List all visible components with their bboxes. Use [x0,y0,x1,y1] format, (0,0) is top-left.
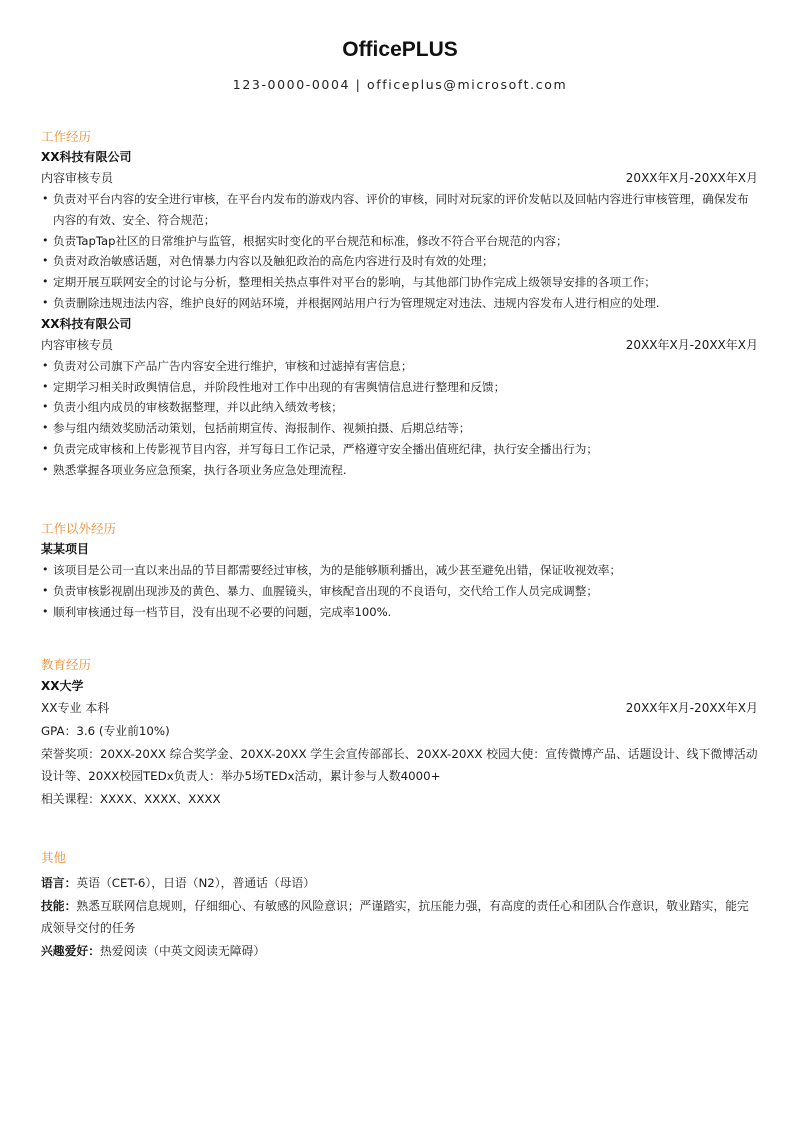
bullet-item: • 该项目是公司一直以来出品的节目都需要经过审核，为的是能够顺利播出，减少甚至避免出错，保证收视效率； [41,560,758,581]
section-title-work: 工作经历 [41,129,92,144]
job-position-row [41,335,758,356]
section-title-education: 教育经历 [41,657,92,672]
bullet-item: • 定期学习相关时政舆情信息，并阶段性地对工作中出现的有害舆情信息进行整理和反馈； [41,377,758,398]
bullet-item: • 参与组内绩效奖励活动策划，包括前期宣传、海报制作、视频拍摄、后期总结等； [41,418,758,439]
project-name: 某某项目 [41,542,90,556]
bullet-item: • 定期开展互联网安全的讨论与分析，整理相关热点事件对平台的影响，与其他部门协作完成上级领导安排的各项工作； [41,272,758,293]
bullet-item: • 负责完成审核和上传影视节目内容，并写每日工作记录，严格遵守安全播出值班纪律，执行安全播出行为； [41,439,758,460]
language-value: 英语（CET-6），日语（N2），普通话（母语） [76,876,316,890]
job-bullets [41,189,758,314]
skills-value: 熟悉互联网信息规则，仔细细心、有敏感的风险意识；严谨踏实，抗压能力强，有高度的责任心和团队合作意识，敬业踏实，能完成领导交付的任务 [41,898,749,935]
education-honors: 荣誉奖项：20XX-20XX 综合奖学金、20XX-20XX 学生会宣传部部长、20XX-20XX 校园大使：宣传微博产品、话题设计、线下微博活动设计等、20XX校园TEDx负责人：举办5场TEDx活动，累计参与人数4000+ [41,746,758,783]
bullet-item: • 熟悉掌握各项业务应急预案，执行各项业务应急处理流程. [41,460,758,481]
hobby-line [41,940,758,963]
section-title-other-experience: 工作以外经历 [41,521,117,536]
hobby-value: 热爱阅读（中英文阅读无障碍） [100,943,266,958]
school-name: XX大学 [41,679,84,693]
education-major-row [41,697,758,720]
bullet-item: • 顺利审核通过每一档节目，没有出现不必要的问题，完成率100%. [41,602,758,623]
bullet-item: • 负责对平台内容的安全进行审核，在平台内发布的游戏内容、评价的审核，同时对玩家的评价发帖以及回帖内容进行审核管理，确保发布内容的有效、安全、符合规范； [41,189,758,231]
bullet-item: • 负责小组内成员的审核数据整理，并以此纳入绩效考核； [41,397,758,418]
bullet-item: • 负责对公司旗下产品广告内容安全进行维护，审核和过滤掉有害信息； [41,356,758,377]
resume-name: OfficePLUS [342,38,458,61]
bullet-item: • 负责删除违规违法内容，维护良好的网站环境，并根据网站用户行为管理规定对违法、违规内容发布人进行相应的处理. [41,293,758,314]
contact-info: 123-0000-0004 | officeplus@microsoft.com [232,77,568,92]
bullet-item: • 负责TapTap社区的日常维护与监管，根据实时变化的平台规范和标准，修改不符合平台规范的内容； [41,231,758,252]
project-bullets [41,560,758,622]
bullet-item: • 负责审核影视剧出现涉及的黄色、暴力、血腥镜头，审核配音出现的不良语句，交代给工作人员完成调整； [41,581,758,602]
job-position: 内容审核专员 [41,171,114,185]
skills-line [41,895,758,940]
education-courses: 相关课程：XXXX、XXXX、XXXX [41,791,221,806]
skills-label: 技能： [41,898,77,913]
other-section [41,848,758,962]
work-experience-section [41,127,758,481]
education-section [41,655,758,810]
other-experience-section [41,519,758,622]
job-company: XX科技有限公司 [41,316,132,331]
job-company: XX科技有限公司 [41,150,132,164]
bullet-item: • 负责对政治敏感话题，对色情暴力内容以及触犯政治的高危内容进行及时有效的处理； [41,251,758,272]
education-major: XX专业 本科 [41,701,110,715]
job-position: 内容审核专员 [41,337,114,352]
section-title-other: 其他 [41,850,67,865]
education-dates: 20XX年X月-20XX年X月 [625,701,758,715]
job-2 [41,314,758,481]
hobby-label: 兴趣爱好： [41,943,100,958]
job-1 [41,147,758,314]
language-line [41,872,758,895]
job-dates: 20XX年X月-20XX年X月 [625,337,758,352]
job-dates: 20XX年X月-20XX年X月 [625,171,758,185]
job-bullets [41,356,758,481]
education-gpa: GPA：3.6 (专业前10%) [41,724,170,738]
language-label: 语言： [41,876,77,890]
job-position-row [41,168,758,189]
